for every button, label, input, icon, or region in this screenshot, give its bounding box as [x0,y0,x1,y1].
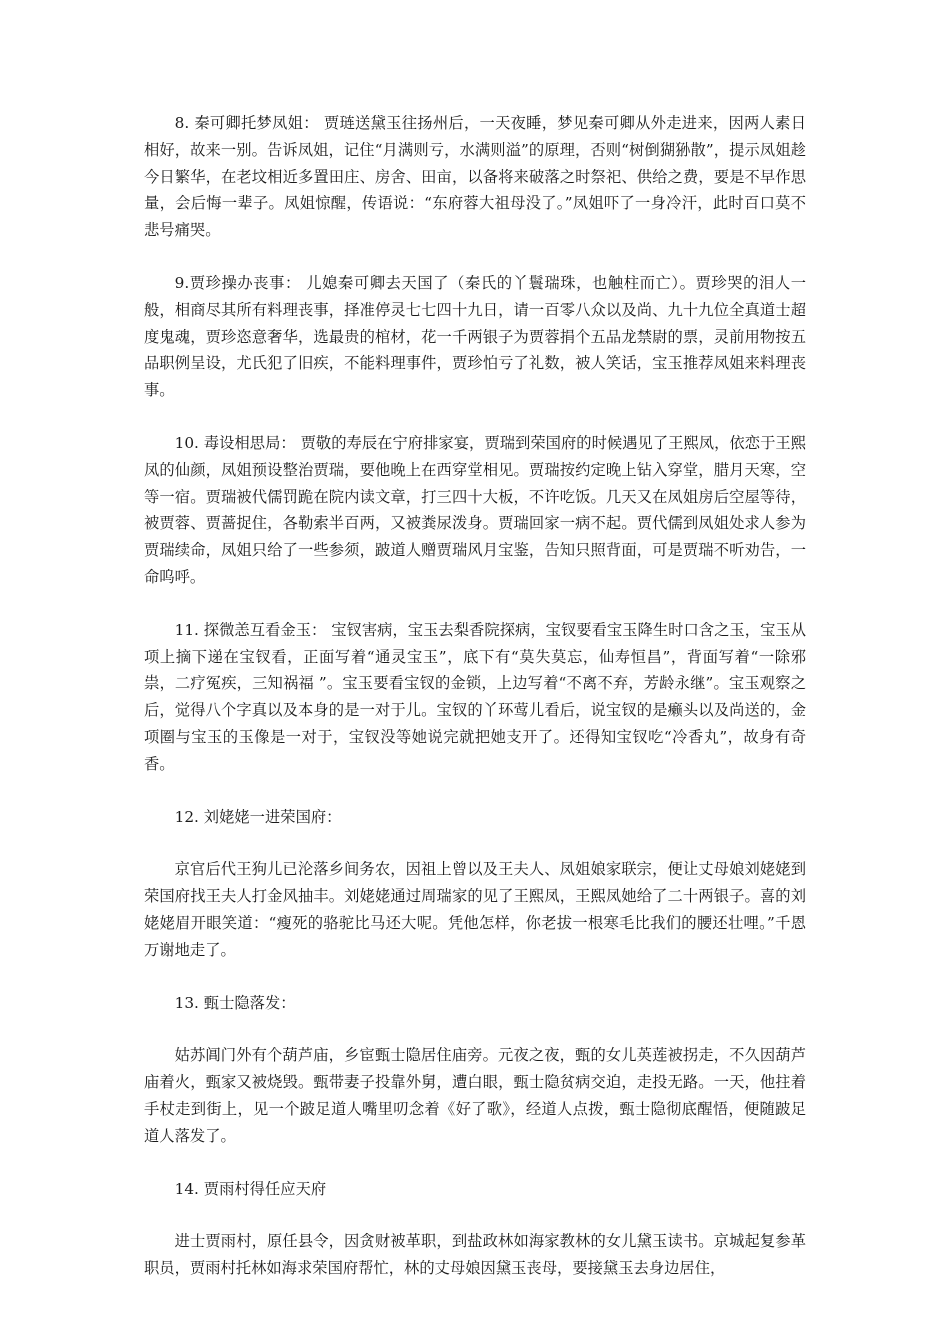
paragraph-granny-liu: 京官后代王狗儿已沦落乡间务农，因祖上曾以及王夫人、凤姐娘家联宗，便让丈母娘刘姥姥到荣国府找王夫人打金风抽丰。刘姥姥通过周瑞家的见了王熙凤，王熙凤她给了二十两银子。喜的刘姥姥眉开眼笑道：“瘦死的骆驼比马还大呢。凭他怎样，你老拔一根寒毛比我们的腰还壮哩。”千恩万谢地走了。 [144,860,806,959]
heading-jia-yucun: 14. 贾雨村得任应天府 [174,1179,327,1198]
paragraph-jia-zhen-funeral: 9.贾珍操办丧事： 儿媳秦可卿去天国了（秦氏的丫鬟瑞珠，也触柱而亡）。贾珍哭的泪人一般，相商尽其所有料理丧事，择准停灵七七四十九日，请一百零八众以及尚、九十九位全真道士超度鬼魂，贾珍恣意奢华，选最贵的棺材，花一千两银子为贾蓉捐个五品龙禁尉的票，灵前用物按五品职例呈设，尤氏犯了旧疾，不能料理事件，贾珍怕亏了礼数，被人笑话，宝玉推荐凤姐来料理丧事。 [144,273,806,400]
paragraph-gold-and-jade: 11. 探微恙互看金玉： 宝钗害病，宝玉去梨香院探病，宝钗要看宝玉降生时口含之玉，宝玉从项上摘下递在宝钗看，正面写着“通灵宝玉”，底下有“莫失莫忘，仙寿恒昌”，背面写着“一除邪祟，二疗冤疾，三知祸福 ”。宝玉要看宝钗的金锁，上边写着“不离不弃，芳龄永继”。宝玉观察之后，觉得八个字真以及本身的是一对于儿。宝钗的丫环莺儿看后，说宝钗的是癞头以及尚送的，金项圈与宝玉的玉像是一对于，宝钗没等她说完就把她支开了。还得知宝钗吃“冷香丸”，故身有奇香。 [144,620,806,773]
paragraph-jia-yucun: 进士贾雨村，原任县令，因贪财被革职，到盐政林如海家教林的女儿黛玉读书。京城起复参革职员，贾雨村托林如海求荣国府帮忙，林的丈母娘因黛玉丧母，要接黛玉去身边居住， [144,1232,806,1278]
heading-zhen-shiyin: 13. 甄士隐落发： [174,993,296,1012]
paragraph-qin-keqing-dream: 8. 秦可卿托梦凤姐： 贾琏送黛玉往扬州后，一天夜睡，梦见秦可卿从外走进来，因两人素日相好，故来一别。告诉凤姐，记住“月满则亏，水满则溢”的原理，否则“树倒猢狲散”，提示凤姐趁今日繁华，在老坟相近多置田庄、房舍、田亩，以备将来破落之时祭祀、供给之费，要是不早作思量，会后悔一辈子。凤姐惊醒，传语说：“东府蓉大祖母没了。”凤姐吓了一身冷汗，此时百口莫不悲号痛哭。 [144,114,806,240]
document-body [144,110,806,1282]
paragraph-zhen-shiyin: 姑苏阊门外有个葫芦庙，乡宦甄士隐居住庙旁。元夜之夜，甄的女儿英莲被拐走，不久因葫芦庙着火，甄家又被烧毁。甄带妻子投靠外舅，遭白眼，甄士隐贫病交迫，走投无路。一天，他拄着手杖走到街上，见一个跛足道人嘴里叨念着《好了歌》，经道人点拨，甄士隐彻底醒悟，便随跛足道人落发了。 [144,1046,806,1145]
heading-granny-liu: 12. 刘姥姥一进荣国府： [174,807,342,826]
paragraph-lovesick-trap: 10. 毒设相思局： 贾敬的寿辰在宁府排家宴，贾瑞到荣国府的时候遇见了王熙凤，依恋于王熙凤的仙颜，凤姐预设整治贾瑞，要他晚上在西穿堂相见。贾瑞按约定晚上钻入穿堂，腊月天寒，空等一宿。贾瑞被代儒罚跪在院内读文章，打三四十大板，不许吃饭。几天又在凤姐房后空屋等待，被贾蓉、贾蔷捉住，各勒索半百两，又被粪尿泼身。贾瑞回家一病不起。贾代儒到凤姐处求人参为贾瑞续命，凤姐只给了一些参须，跛道人赠贾瑞风月宝鉴，告知只照背面，可是贾瑞不听劝告，一命呜呼。 [144,433,806,586]
